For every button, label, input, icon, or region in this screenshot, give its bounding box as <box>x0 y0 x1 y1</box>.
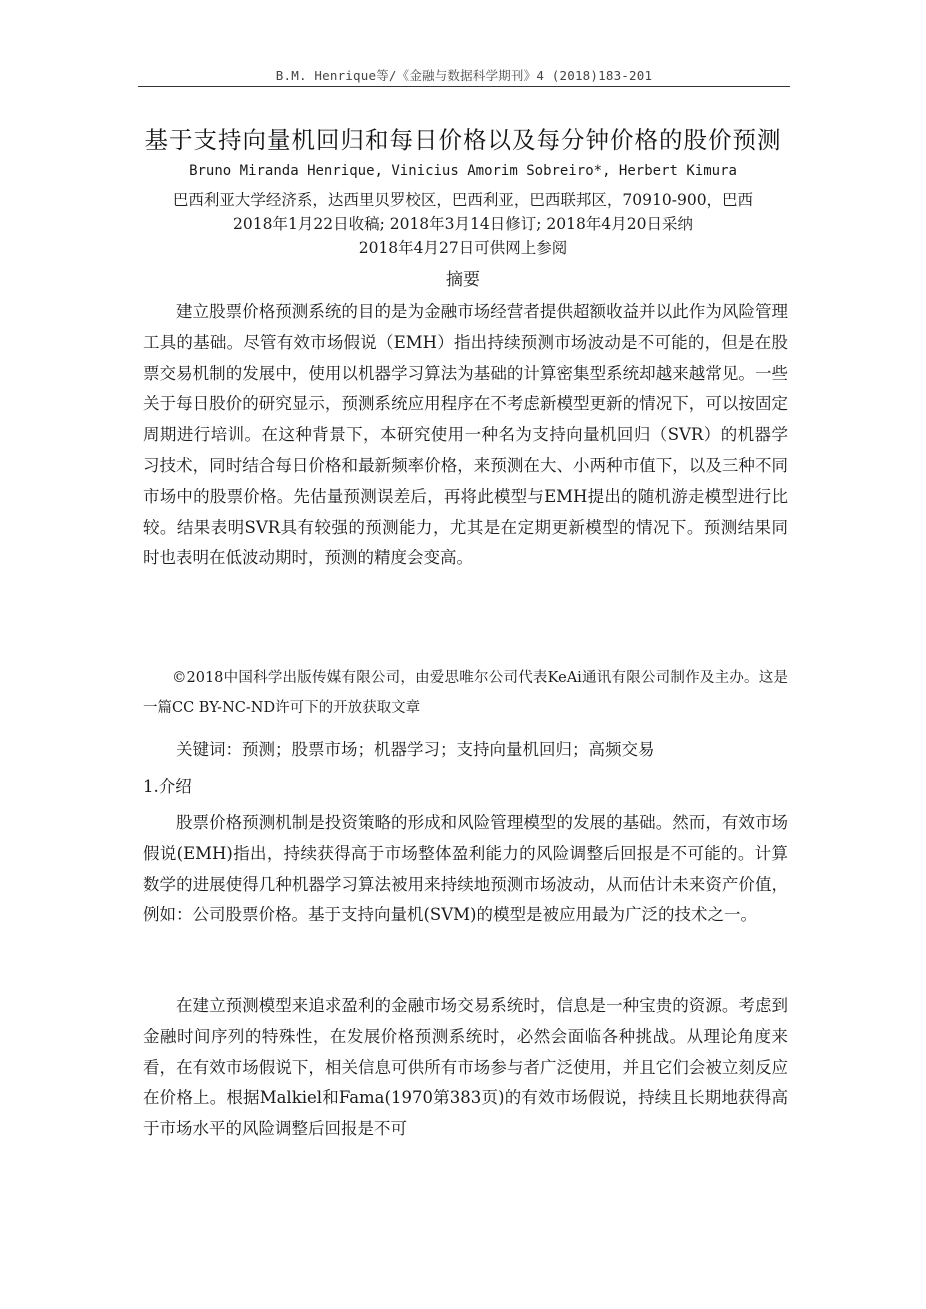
keywords: 关键词：预测；股票市场；机器学习；支持向量机回归；高频交易 <box>176 740 655 759</box>
intro-paragraph-1: 股票价格预测机制是投资策略的形成和风险管理模型的发展的基础。然而，有效市场假说(EMH)指出，持续获得高于市场整体盈利能力的风险调整后回报是不可能的。计算数学的进展使得几种机器学习算法被用来持续地预测市场波动，从而估计未来资产价值，例如：公司股票价格。基于支持向量机(SVM)的模型是被应用最为广泛的技术之一。 <box>143 813 788 925</box>
abstract-heading: 摘要 <box>446 270 480 290</box>
header-divider <box>138 86 790 87</box>
section-heading-introduction: 1.介绍 <box>143 777 192 796</box>
running-header: B.M. Henrique等/《金融与数据科学期刊》4 (2018)183-201 <box>275 68 653 83</box>
author-list: Bruno Miranda Henrique, Vinicius Amorim Sobreiro*, Herbert Kimura <box>189 163 737 179</box>
abstract-body: 建立股票价格预测系统的目的是为金融市场经营者提供超额收益并以此作为风险管理工具的基础。尽管有效市场假说（EMH）指出持续预测市场波动是不可能的，但是在股票交易机制的发展中，使用以机器学习算法为基础的计算密集型系统却越来越常见。一些关于每日股价的研究显示，预测系统应用程序在不考虑新模型更新的情况下，可以按固定周期进行培训。在这种背景下，本研究使用一种名为支持向量机回归（SVR）的机器学习技术，同时结合每日价格和最新频率价格，来预测在大、小两种市值下，以及三种不同市场中的股票价格。先估量预测误差后，再将此模型与EMH提出的随机游走模型进行比较。结果表明SVR具有较强的预测能力，尤其是在定期更新模型的情况下。预测结果同时也表明在低波动期时，预测的精度会变高。 <box>143 302 788 568</box>
affiliation: 巴西利亚大学经济系，达西里贝罗校区，巴西利亚，巴西联邦区，70910-900，巴西 <box>172 191 754 209</box>
intro-paragraph-2: 在建立预测模型来追求盈利的金融市场交易系统时，信息是一种宝贵的资源。考虑到金融时间序列的特殊性，在发展价格预测系统时，必然会面临各种挑战。从理论角度来看，在有效市场假说下，相关信息可供所有市场参与者广泛使用，并且它们会被立刻反应在价格上。根据Malkiel和Fama(1970第383页)的有效市场假说，持续且长期地获得高于市场水平的风险调整后回报是不可 <box>143 996 788 1139</box>
online-date: 2018年4月27日可供网上参阅 <box>358 239 568 257</box>
article-title: 基于支持向量机回归和每日价格以及每分钟价格的股价预测 <box>144 126 782 154</box>
publication-dates: 2018年1月22日收稿; 2018年3月14日修订; 2018年4月20日采纳 <box>233 215 693 233</box>
copyright-notice: ©2018中国科学出版传媒有限公司，由爱思唯尔公司代表KeAi通讯有限公司制作及主办。这是一篇CC BY-NC-ND许可下的开放获取文章 <box>143 670 788 716</box>
